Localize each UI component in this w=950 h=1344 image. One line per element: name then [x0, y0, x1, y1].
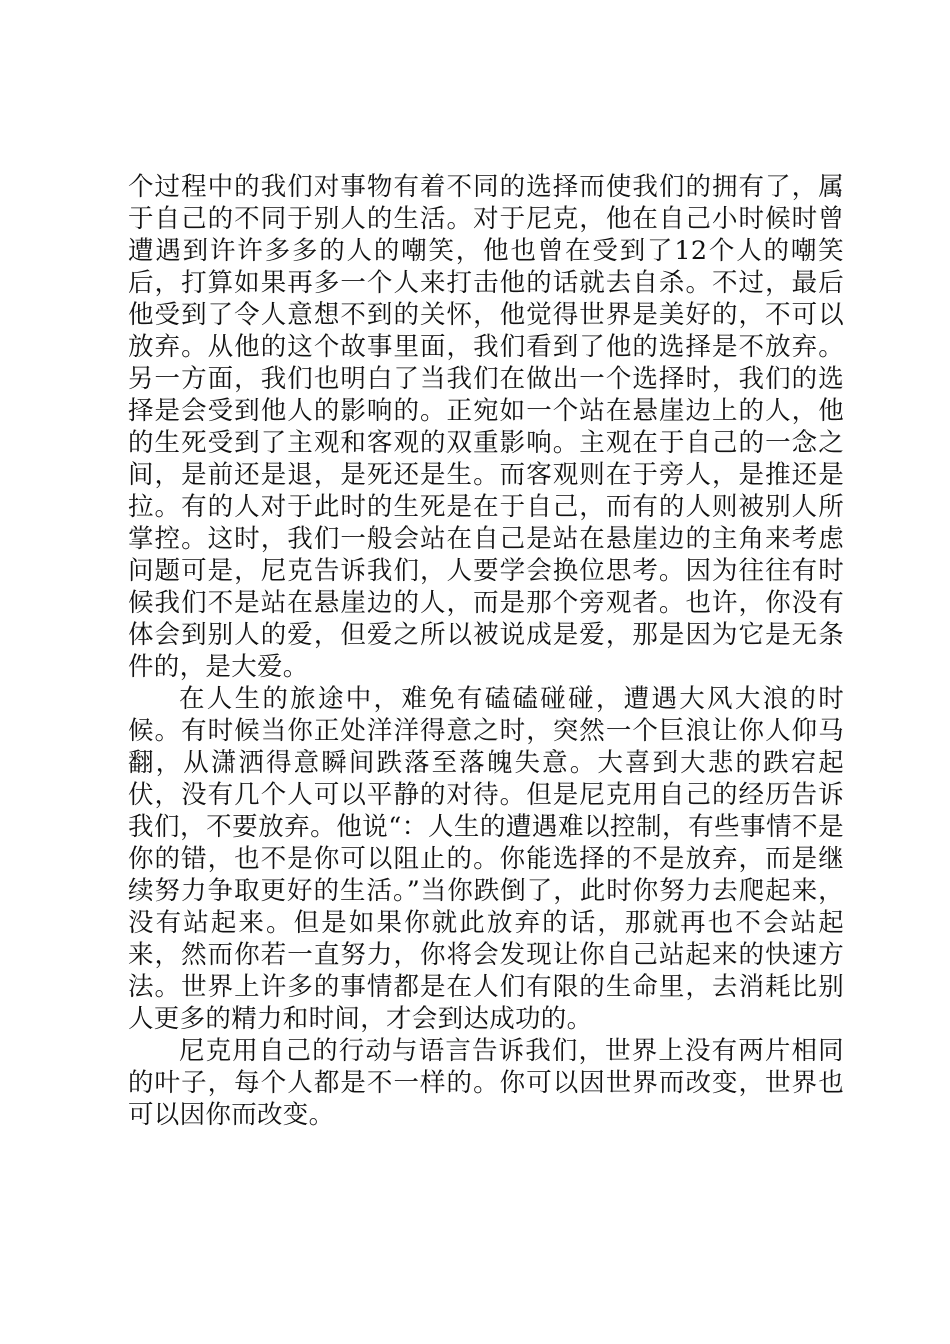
- paragraph-2: 在人生的旅途中，难免有磕磕碰碰，遭遇大风大浪的时候。有时候当你正处洋洋得意之时，突然一个巨浪让你人仰马翻，从潇洒得意瞬间跌落至落魄失意。大喜到大悲的跌宕起伏，没有几个人可以平静的对待。但是尼克用自己的经历告诉我们，不要放弃。他说“：人生的遭遇难以控制，有些事情不是你的错，也不是你可以阻止的。你能选择的不是放弃，而是继续努力争取更好的生活。”当你跌倒了，此时你努力去爬起来，没有站起来。但是如果你就此放弃的话，那就再也不会站起来，然而你若一直努力，你将会发现让你自己站起来的快速方法。世界上许多的事情都是在人们有限的生命里，去消耗比别人更多的精力和时间，才会到达成功的。: [128, 684, 844, 1034]
- paragraph-3: 尼克用自己的行动与语言告诉我们，世界上没有两片相同的叶子，每个人都是不一样的。你可以因世界而改变，世界也可以因你而改变。: [128, 1036, 844, 1130]
- document-body: [128, 171, 844, 1131]
- paragraph-1: 个过程中的我们对事物有着不同的选择而使我们的拥有了，属于自己的不同于别人的生活。对于尼克，他在自己小时候时曾遭遇到许许多多的人的嘲笑，他也曾在受到了12个人的嘲笑后，打算如果再多一个人来打击他的话就去自杀。不过，最后他受到了令人意想不到的关怀，他觉得世界是美好的，不可以放弃。从他的这个故事里面，我们看到了他的选择是不放弃。另一方面，我们也明白了当我们在做出一个选择时，我们的选择是会受到他人的影响的。正宛如一个站在悬崖边上的人，他的生死受到了主观和客观的双重影响。主观在于自己的一念之间，是前还是退，是死还是生。而客观则在于旁人，是推还是拉。有的人对于此时的生死是在于自己，而有的人则被别人所掌控。这时，我们一般会站在自己是站在悬崖边的主角来考虑问题可是，尼克告诉我们，人要学会换位思考。因为往往有时候我们不是站在悬崖边的人，而是那个旁观者。也许，你没有体会到别人的爱，但爱之所以被说成是爱，那是因为它是无条件的，是大爱。: [128, 172, 844, 682]
